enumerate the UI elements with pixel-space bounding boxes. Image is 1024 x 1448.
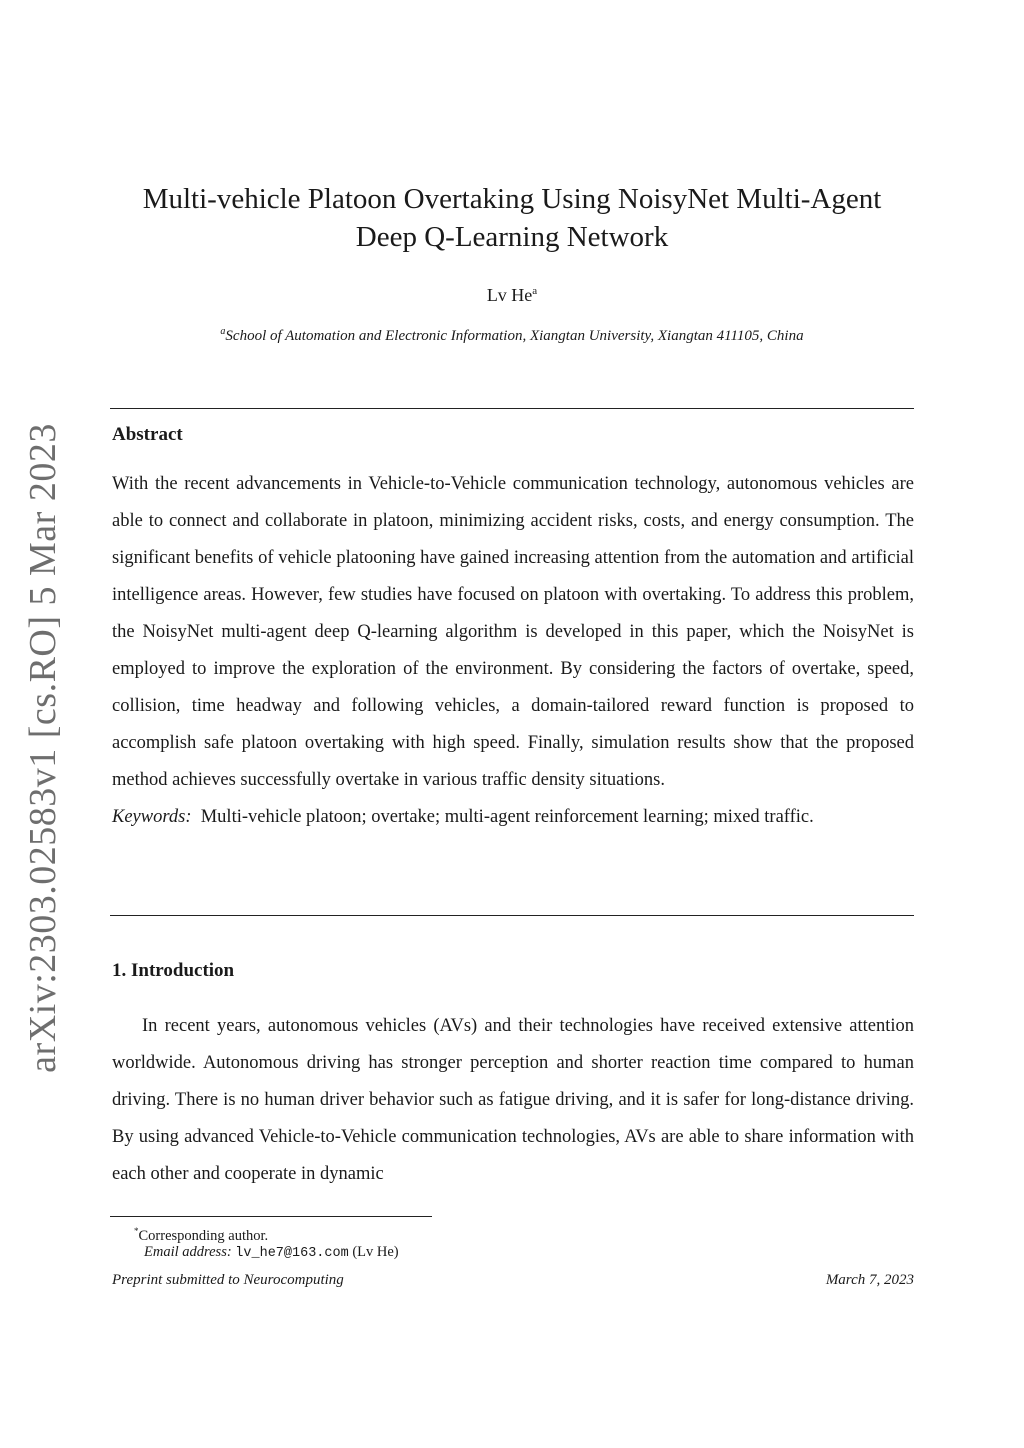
preprint-date: March 7, 2023 <box>825 1272 914 1288</box>
title-line-2: Deep Q-Learning Network <box>355 221 669 253</box>
email-owner: (Lv He) <box>352 1244 399 1260</box>
affiliation-text: School of Automation and Electronic Information, Xiangtan University, Xiangtan 411105, China <box>225 328 804 344</box>
author-line <box>110 285 914 306</box>
keywords-label: Keywords: <box>112 807 192 827</box>
title-line-1: Multi-vehicle Platoon Overtaking Using NoisyNet Multi-Agent <box>142 183 882 215</box>
email-address[interactable]: lv_he7@163.com <box>235 1246 349 1261</box>
preprint-note: Preprint submitted to Neurocomputing <box>112 1272 344 1288</box>
author-name: Lv He <box>486 285 533 305</box>
introduction-paragraph: In recent years, autonomous vehicles (AVs) and their technologies have received extensive attention worldwide. Autonomous driving has stronger perception and shorter reaction time compared to human driving. There is no human driver behavior such as fatigue driving, and it is safer for long-distance driving. By using advanced Vehicle-to-Vehicle communication technologies, AVs are able to share information with each other and cooperate in dynamic <box>112 1016 914 1184</box>
author-affiliation-marker: a <box>532 285 538 297</box>
abstract-body <box>112 466 914 836</box>
abstract-top-rule <box>110 408 914 409</box>
abstract-text: With the recent advancements in Vehicle-to-Vehicle communication technology, autonomous vehicles are able to connect and collaborate in platoon, minimizing accident risks, costs, and energy consumption. The significant benefits of vehicle platooning have gained increasing attention from the automation and artificial intelligence areas. However, few studies have focused on platoon with overtaking. To address this problem, the NoisyNet multi-agent deep Q-learning algorithm is developed in this paper, which the NoisyNet is employed to improve the exploration of the environment. By considering the factors of overtake, speed, collision, time headway and following vehicles, a domain-tailored reward function is proposed to accomplish safe platoon overtaking with high speed. Finally, simulation results show that the proposed method achieves successfully overtake in various traffic density situations. <box>112 474 914 790</box>
affiliation <box>110 326 914 345</box>
paper-title <box>110 180 914 256</box>
affiliation-marker: a <box>220 326 226 337</box>
abstract-bottom-rule <box>110 915 914 916</box>
footnote-marker: * <box>134 1226 139 1236</box>
footnote-rule <box>110 1216 432 1217</box>
footnote-corresponding-text: Corresponding author. <box>138 1227 269 1244</box>
section-heading-introduction: 1. Introduction <box>112 960 235 981</box>
keywords-line <box>112 799 914 836</box>
arxiv-identifier-stamp <box>12 423 74 1073</box>
keywords-text: Multi-vehicle platoon; overtake; multi-agent reinforcement learning; mixed traffic. <box>200 807 814 827</box>
footnote-email <box>110 1242 744 1264</box>
arxiv-id-text: arXiv:2303.02583v1 [cs.RO] 5 Mar 2023 <box>22 423 64 1073</box>
abstract-heading: Abstract <box>112 424 183 445</box>
email-label: Email address: <box>144 1244 232 1260</box>
